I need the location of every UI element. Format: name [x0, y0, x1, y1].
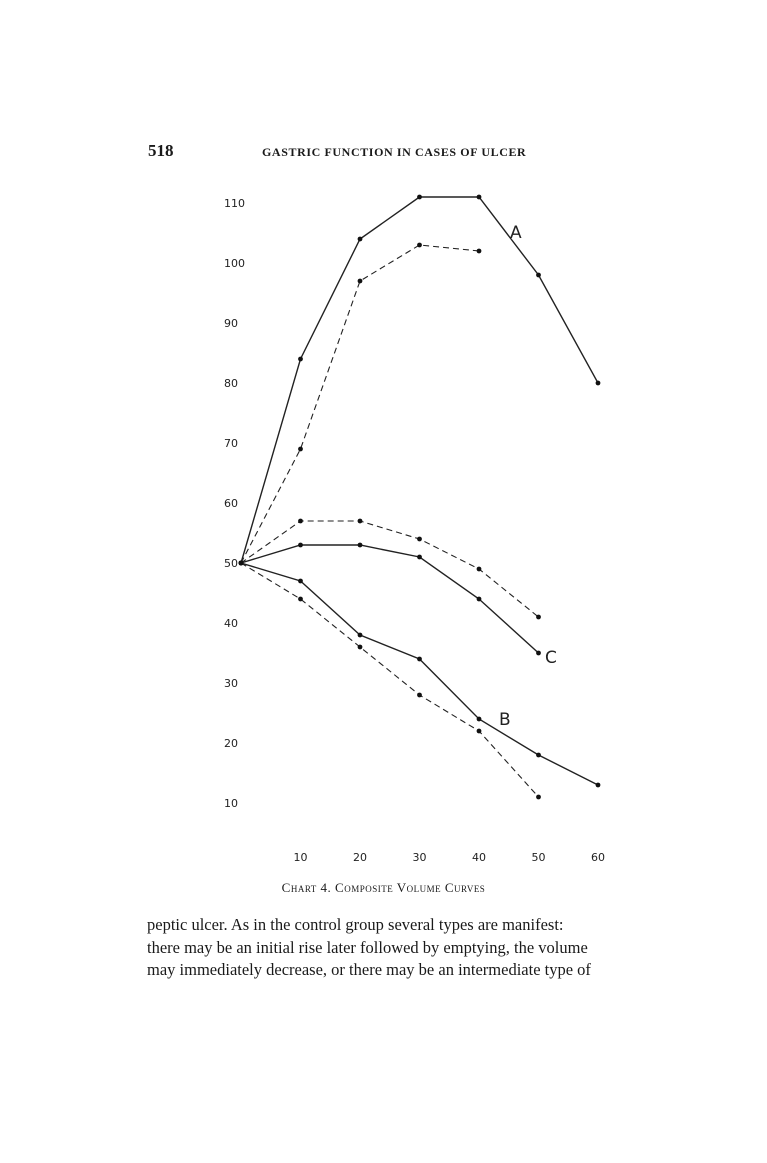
data-point: [536, 651, 541, 656]
data-point: [536, 753, 541, 758]
y-tick-label: 30: [224, 677, 238, 690]
data-point: [536, 615, 541, 620]
y-tick-label: 70: [224, 437, 238, 450]
data-point: [536, 273, 541, 278]
x-tick-label: 50: [531, 851, 546, 864]
curve-label-c: C: [545, 648, 557, 668]
data-point: [358, 519, 363, 524]
data-point: [596, 381, 601, 386]
y-axis-ticks: [224, 197, 245, 810]
data-point: [358, 633, 363, 638]
x-tick-label: 10: [293, 851, 308, 864]
body-line-2: there may be an initial rise later followed by emptying, the volume: [147, 937, 588, 957]
data-point: [298, 543, 303, 548]
data-point: [298, 519, 303, 524]
series-line-b: [241, 563, 598, 785]
curves: [239, 195, 601, 800]
data-point: [417, 693, 422, 698]
x-axis-ticks: [294, 851, 606, 864]
series-line-c: [241, 545, 539, 653]
series-line-a-dashed: [241, 245, 479, 563]
data-point: [417, 195, 422, 200]
data-point: [417, 537, 422, 542]
body-paragraph: [147, 914, 625, 982]
data-point: [298, 447, 303, 452]
data-point: [536, 795, 541, 800]
x-tick-label: 60: [591, 851, 605, 864]
series-line-c-dashed: [241, 521, 539, 617]
y-tick-label: 60: [224, 497, 238, 510]
data-point: [298, 597, 303, 602]
data-point: [477, 597, 482, 602]
data-point: [477, 717, 482, 722]
data-point: [417, 657, 422, 662]
data-point: [358, 645, 363, 650]
body-line-1: peptic ulcer. As in the control group several types are manifest:: [147, 915, 564, 934]
curve-label-a: A: [510, 223, 522, 243]
y-tick-label: 100: [224, 257, 245, 270]
series-line-b-dashed: [241, 563, 539, 797]
x-tick-label: 40: [472, 851, 486, 864]
body-line-3: may immediately decrease, or there may be an intermediate type of: [147, 960, 591, 979]
y-tick-label: 10: [224, 797, 238, 810]
data-point: [417, 243, 422, 248]
series-line-a: [241, 197, 598, 563]
y-tick-label: 90: [224, 317, 238, 330]
x-tick-label: 30: [412, 851, 427, 864]
data-point: [477, 729, 482, 734]
data-point: [477, 567, 482, 572]
data-point: [358, 279, 363, 284]
x-tick-label: 20: [353, 851, 367, 864]
y-tick-label: 80: [224, 377, 238, 390]
page-number: 518: [148, 141, 174, 160]
y-tick-label: 20: [224, 737, 238, 750]
data-point: [298, 357, 303, 362]
data-point: [358, 237, 363, 242]
data-point: [239, 561, 244, 566]
data-point: [417, 555, 422, 560]
y-tick-label: 40: [224, 617, 238, 630]
y-tick-label: 110: [224, 197, 245, 210]
curve-label-b: B: [499, 710, 511, 730]
curve-labels: [499, 223, 557, 730]
data-point: [477, 249, 482, 254]
data-point: [477, 195, 482, 200]
chart-caption: Chart 4. Composite Volume Curves: [281, 880, 486, 895]
data-point: [596, 783, 601, 788]
data-point: [298, 579, 303, 584]
running-title: GASTRIC FUNCTION IN CASES OF ULCER: [262, 145, 527, 159]
data-point: [358, 543, 363, 548]
y-tick-label: 50: [224, 557, 238, 570]
